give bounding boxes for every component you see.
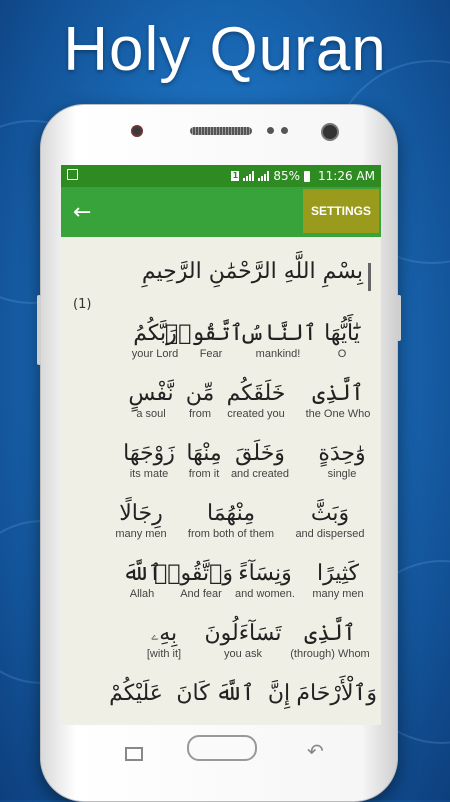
volume-button: [37, 295, 41, 365]
proximity-sensor: [131, 125, 143, 137]
arabic-word: وَخَلَقَ: [235, 441, 285, 466]
arabic-word: كَثِيرًا: [316, 561, 359, 586]
app-screen: [61, 165, 381, 725]
word-item[interactable]: [177, 381, 223, 420]
front-camera: [321, 123, 339, 141]
word-translation: many men: [312, 588, 364, 600]
signal-icon: [258, 171, 269, 181]
word-item[interactable]: [154, 561, 233, 600]
arabic-word: ٱلَّذِى: [312, 381, 364, 406]
arabic-word: ٱتَّقُوا۟: [165, 321, 243, 346]
app-toolbar: [61, 187, 381, 237]
word-translation: from both of them: [187, 528, 275, 540]
arabic-word: إِنَّ: [267, 681, 291, 706]
word-translation: a soul: [136, 408, 166, 420]
earpiece-speaker: [190, 127, 252, 135]
word-item[interactable]: [211, 681, 259, 708]
arabic-word: مِنْهُمَا: [207, 501, 255, 526]
word-item[interactable]: [165, 321, 243, 360]
word-item[interactable]: [109, 501, 173, 540]
word-translation: and created: [230, 468, 290, 480]
word-translation: from it: [188, 468, 220, 480]
arabic-word: مِنْهَا: [186, 441, 222, 466]
verse-number: (1): [73, 297, 92, 312]
arabic-word: وَٱلْأَرْحَامَ: [296, 681, 377, 706]
gallery-notification-icon: [67, 169, 78, 180]
word-translation: your Lord: [131, 348, 179, 360]
word-translation: many men: [115, 528, 167, 540]
arabic-word: ٱلنَّاسُ: [239, 321, 317, 346]
word-item[interactable]: [257, 681, 301, 708]
word-item[interactable]: [233, 321, 323, 360]
word-translation: O: [337, 348, 347, 360]
power-button: [397, 295, 401, 341]
arabic-word: ٱلَّذِى: [304, 621, 356, 646]
status-bar: [61, 165, 381, 187]
scrollbar-thumb[interactable]: [368, 263, 371, 291]
word-translation: Allah: [129, 588, 155, 600]
word-item[interactable]: [117, 441, 181, 480]
arabic-word: نَّفْسٍ: [128, 381, 174, 406]
arabic-word: وَنِسَآءً: [238, 561, 292, 586]
arabic-word: يَٰٓأَيُّهَا: [324, 321, 360, 346]
phone-frame: [40, 104, 398, 802]
word-item[interactable]: [285, 621, 375, 660]
word-translation: from: [189, 408, 211, 420]
word-item[interactable]: [201, 621, 285, 660]
word-item[interactable]: [131, 621, 197, 660]
reader-content[interactable]: [61, 237, 381, 723]
word-item[interactable]: [297, 441, 381, 480]
sim-icon: 1: [232, 171, 239, 180]
battery-icon: [304, 171, 310, 182]
word-item[interactable]: [285, 501, 375, 540]
arabic-word: زَوْجَهَا: [123, 441, 175, 466]
word-translation: and dispersed: [295, 528, 365, 540]
signal-icon: [243, 171, 254, 181]
arrow-left-icon[interactable]: ←: [73, 199, 92, 225]
arabic-word: وَٱتَّقُوا۟: [154, 561, 233, 586]
arabic-word: رِجَالًا: [119, 501, 163, 526]
word-item[interactable]: [173, 681, 213, 708]
word-translation: (through) Whom: [290, 648, 370, 660]
arabic-word: رَبَّكُمُ: [133, 321, 177, 346]
word-translation: [with it]: [146, 648, 182, 660]
word-item[interactable]: [177, 501, 285, 540]
settings-button[interactable]: SETTINGS: [303, 189, 379, 233]
back-icon[interactable]: ↶: [307, 739, 324, 763]
word-item[interactable]: [117, 561, 167, 600]
word-item[interactable]: [219, 381, 293, 420]
word-translation: single: [327, 468, 357, 480]
battery-percent: 85%: [273, 169, 301, 183]
word-translation: and women.: [235, 588, 295, 600]
word-translation: And fear: [180, 588, 222, 600]
word-item[interactable]: [227, 561, 303, 600]
word-item[interactable]: [223, 441, 297, 480]
word-item[interactable]: [293, 561, 381, 600]
word-translation: the One Who: [305, 408, 371, 420]
clock: 11:26 AM: [318, 169, 375, 183]
word-translation: created you: [227, 408, 285, 420]
bismillah-text: بِسْمِ اللَّهِ الرَّحْمَٰنِ الرَّحِيمِ: [141, 259, 363, 284]
word-translation: its mate: [129, 468, 169, 480]
arabic-word: عَلَيْكُمْ: [109, 681, 163, 706]
word-item[interactable]: [177, 441, 231, 480]
light-sensor: [267, 127, 274, 134]
arabic-word: وَبَثَّ: [310, 501, 350, 526]
banner-title: Holy Quran: [63, 15, 387, 84]
word-item[interactable]: [123, 381, 179, 420]
recent-apps-icon[interactable]: [125, 747, 143, 761]
arabic-word: بِهِۦ: [150, 621, 178, 646]
arabic-word: مِّن: [185, 381, 215, 406]
word-item[interactable]: [296, 681, 377, 708]
arabic-word: وَٰحِدَةٍ: [318, 441, 366, 466]
word-translation: mankind!: [255, 348, 301, 360]
arabic-word: ٱللَّهَ: [122, 561, 162, 586]
word-item[interactable]: [123, 321, 187, 360]
arabic-word: تَسَآءَلُونَ: [204, 621, 282, 646]
word-item[interactable]: [293, 381, 381, 420]
hardware-nav-bar: [41, 729, 397, 779]
arabic-word: خَلَقَكُم: [226, 381, 286, 406]
arabic-word: ٱللَّهَ: [215, 681, 255, 706]
light-sensor: [281, 127, 288, 134]
word-item[interactable]: [101, 681, 171, 708]
home-button[interactable]: [187, 735, 257, 761]
word-translation: you ask: [224, 648, 262, 660]
arabic-word: كَانَ: [176, 681, 210, 706]
word-translation: Fear: [199, 348, 223, 360]
